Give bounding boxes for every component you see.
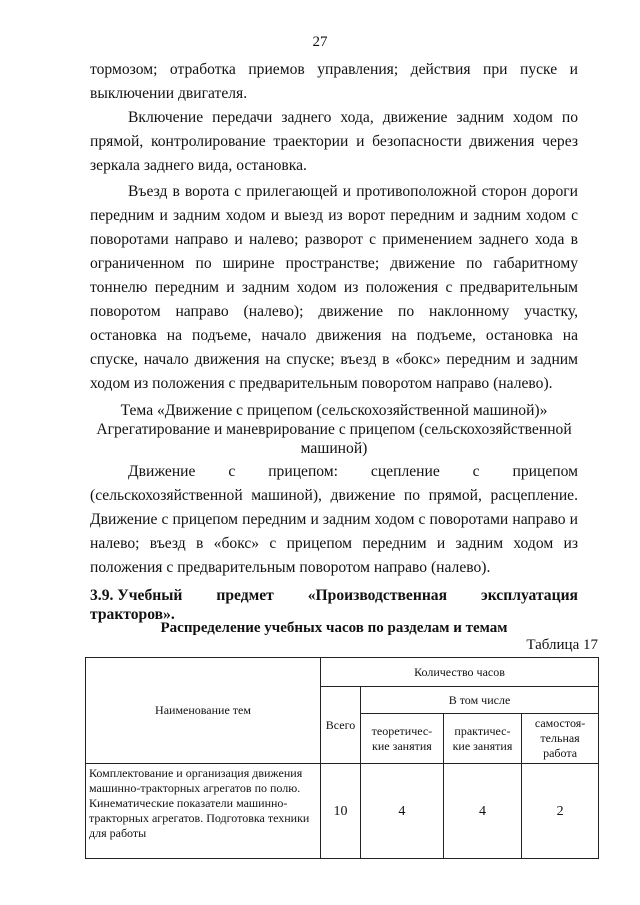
section-word: предмет (216, 587, 274, 604)
row-theory: 4 (361, 764, 444, 859)
header-theory: теоретичес-кие занятия (361, 714, 444, 764)
section-word: эксплуатация (480, 587, 578, 604)
paragraph-4 (90, 460, 578, 580)
row-self: 2 (522, 764, 599, 859)
row-total: 10 (321, 764, 361, 859)
section-word: «Производственная (307, 587, 448, 604)
row-name: Комплектование и организация движения машинно-тракторных агрегатов по полю. Кинематические показатели машинно-тракторных агрегатов. Подготовка техники для работы (86, 764, 321, 859)
section-heading-line2: тракторов». (90, 606, 175, 623)
paragraph-text: Движение с прицепом: сцепление с прицепом (сельскохозяйственной машиной), движение по прямой, расцепление. Движение с прицепом передним и задним ходом с поворотами направо и налево; въезд в «бокс» с прицепом передним и задним ходом из положения с предварительным поворотом направо (налево). (90, 463, 578, 576)
hours-table (85, 657, 599, 859)
header-practice: практичес-кие занятия (443, 714, 521, 764)
paragraph-text: Включение передачи заднего хода, движение задним ходом по прямой, контролирование траектории и безопасности движения через зеркала заднего вида, остановка. (90, 109, 578, 174)
section-heading (90, 586, 578, 624)
header-quantity: Количество часов (321, 658, 599, 687)
paragraph-text: Въезд в ворота с прилегающей и противоположной сторон дороги передним и задним ходом и выезд из ворот передним и задним ходом с поворотами направо и налево; разворот с применением заднего хода в ограниченном по ширине пространстве; движение по габаритному тоннелю передним и задним ходом из положения с предварительным поворотом направо (налево); движение по наклонному участку, остановка на подъеме, начало движения на подъеме, остановка на спуске, начало движения на спуске; въезд в «бокс» передним и задним ходом из положения с предварительным поворотом направо (налево). (90, 183, 578, 392)
page-number: 27 (312, 34, 328, 50)
paragraph-3 (90, 180, 578, 396)
topic-heading-line2: Агрегатирование и маневрирование с прицепом (сельскохозяйственной машиной) (96, 421, 572, 457)
row-practice: 4 (443, 764, 521, 859)
paragraph-2 (90, 106, 578, 178)
topic-heading (90, 401, 578, 458)
table-row (86, 764, 599, 859)
table-label: Таблица 17 (526, 637, 598, 653)
topic-heading-line1: Тема «Движение с прицепом (сельскохозяйственной машиной)» (120, 402, 548, 419)
header-total: Всего (321, 687, 361, 764)
header-name: Наименование тем (86, 658, 321, 764)
header-including: В том числе (361, 687, 599, 714)
section-number-word: 3.9. Учебный (90, 587, 183, 604)
header-self: самостоя-тельная работа (522, 714, 599, 764)
paragraph-1 (90, 58, 578, 106)
paragraph-text: тормозом; отработка приемов управления; действия при пуске и выключении двигателя. (90, 61, 578, 102)
distribution-heading: Распределение учебных часов по разделам и темам (160, 620, 508, 636)
